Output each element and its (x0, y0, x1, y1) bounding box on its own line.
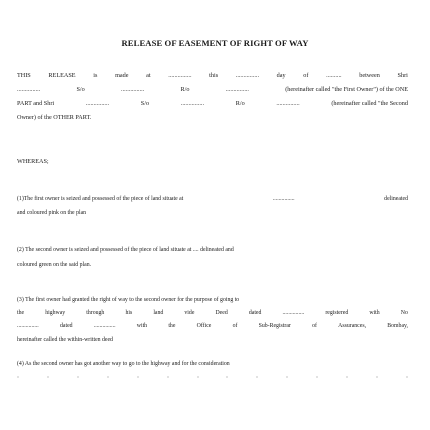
cut-off-mark (197, 376, 199, 378)
clause-3-line-3 (17, 323, 408, 330)
word: ............... (168, 72, 192, 79)
word: ............... (272, 196, 295, 202)
clause-1-line-2: and coloured pink on the plan (17, 210, 87, 216)
word: (hereinafter called "the First Owner") of the ONE (285, 86, 408, 93)
word: R/o (180, 86, 190, 93)
word: ............... (180, 100, 204, 107)
word: dated (59, 323, 73, 329)
intro-line-3 (17, 100, 408, 107)
word: at (146, 72, 151, 79)
word: (hereinafter called "the Second (331, 100, 408, 107)
word: ............... (121, 86, 145, 93)
word: THIS (17, 72, 31, 79)
word: this (209, 72, 219, 79)
word: ............... (85, 100, 110, 107)
clause-4-line-1: (4) As the second owner has got another way to go to the highway and for the consideration (17, 361, 230, 367)
word: S/o (140, 100, 150, 107)
word: Deed (215, 310, 228, 316)
word: land (153, 310, 164, 316)
word: with (136, 323, 148, 329)
word: through (86, 310, 105, 316)
word: his (125, 310, 133, 316)
cut-off-mark (346, 376, 348, 378)
word: of (303, 72, 309, 79)
document-title: RELEASE OF EASEMENT OF RIGHT OF WAY (121, 38, 309, 48)
word: ............... (93, 323, 116, 329)
whereas-heading: WHEREAS; (17, 158, 49, 165)
word: dated (248, 310, 262, 316)
word: the (17, 310, 25, 316)
cut-off-mark (376, 376, 378, 378)
word: ............... (17, 86, 41, 93)
word: PART and Shri (17, 100, 55, 107)
cut-off-mark (316, 376, 318, 378)
clause-2-line-2: coloured green on the said plan. (17, 262, 92, 268)
word: day (276, 72, 286, 79)
word: highway (45, 310, 66, 316)
word: registered (325, 310, 349, 316)
word: RELEASE (48, 72, 76, 79)
cut-off-mark (107, 376, 109, 378)
cut-off-mark (17, 376, 19, 378)
cut-off-mark (167, 376, 169, 378)
clause-3-line-1: (3) The first owner had granted the right of way to the second owner for the purpose of going to (17, 297, 240, 303)
word: R/o (235, 100, 245, 107)
cut-off-mark (406, 376, 408, 378)
word: between (359, 72, 380, 79)
word: made (115, 72, 129, 79)
word: ............... (235, 72, 259, 79)
word: is (93, 72, 98, 79)
word: the (168, 323, 176, 329)
intro-line-4: Owner) of the OTHER PART. (17, 114, 92, 121)
word: vide (184, 310, 195, 316)
cut-off-mark (47, 376, 49, 378)
word: Sub-Registrar (258, 323, 291, 329)
word: Assurances, (338, 323, 367, 329)
word: Office (196, 323, 212, 329)
word: Bombay, (387, 323, 408, 329)
word: Shri (397, 72, 408, 79)
word: ............... (276, 100, 300, 107)
word: (1)The first owner is seized and possessed of the piece of land situate at (17, 196, 184, 202)
word: of (312, 323, 317, 329)
word: of (232, 323, 238, 329)
clause-2-line-1: (2) The second owner is seized and possessed of the piece of land situate at .... delineated and (17, 247, 234, 253)
word: ............... (282, 310, 305, 316)
word: with (369, 310, 380, 316)
word: delineated (384, 196, 408, 202)
word: .......... (326, 72, 342, 79)
clause-3-line-4: hereinafter called the within-written deed (17, 337, 113, 343)
cut-off-mark (77, 376, 79, 378)
cut-off-text-row (17, 376, 408, 382)
intro-line-1 (17, 72, 408, 79)
word: S/o (76, 86, 85, 93)
cut-off-mark (137, 376, 139, 378)
cut-off-mark (256, 376, 258, 378)
cut-off-mark (286, 376, 288, 378)
word: ............... (225, 86, 249, 93)
clause-3-line-2 (17, 310, 408, 317)
clause-1-line-1 (17, 196, 408, 203)
intro-line-2 (17, 86, 408, 93)
word: No (400, 310, 408, 316)
cut-off-mark (226, 376, 228, 378)
word: ............... (17, 323, 39, 329)
